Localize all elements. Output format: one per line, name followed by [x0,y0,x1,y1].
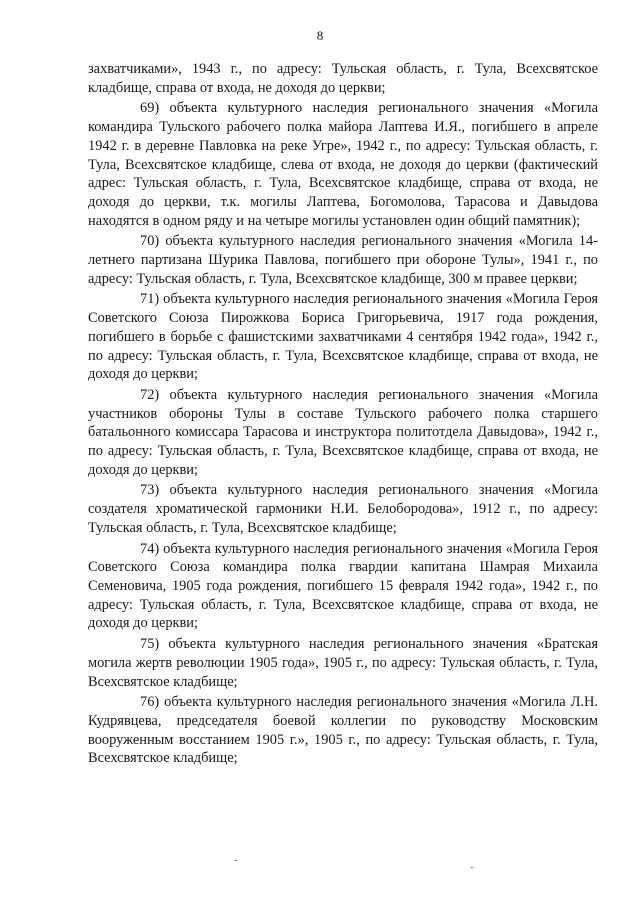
paragraph-item-69: 69) объекта культурного наследия регионального значения «Могила командира Тульского рабочего полка майора Лаптева И.Я., погибшего в апреле 1942 г. в деревне Павловка на реке Угре», 1942 г., по адресу: Тульская область, г. Тула, Всехсвятское кладбище, слева от входа, не доходя до церкви (фактический адрес: Тульская область, г. Тула, Всехсвятское кладбище, справа от входа, не доходя до церкви, т.к. могилы Лаптева, Богомолова, Тарасова и Давыдова находятся в одном ряду и на четыре могилы установлен один общий памятник); [88,100,598,229]
paragraph-item-70: 70) объекта культурного наследия регионального значения «Могила 14-летнего партизана Шурика Павлова, погибшего при обороне Тулы», 1941 г., по адресу: Тульская область, г. Тула, Всехсвятское кладбище, 300 м правее церкви; [88,233,598,287]
paragraph-item-72: 72) объекта культурного наследия регионального значения «Могила участников обороны Тулы в составе Тульского рабочего полка старшего батальонного комиссара Тарасова и инструктора политотдела Давыдова», 1942 г., по адресу: Тульская область, г. Тула, Всехсвятское кладбище, справа от входа, не доходя до церкви; [88,386,598,478]
paragraph-item-74: 74) объекта культурного наследия регионального значения «Могила Героя Советского Союза командира полка гвардии капитана Шамрая Михаила Семеновича, 1905 года рождения, погибшего 15 февраля 1942 года», 1942 г., по адресу: Тульская область, г. Тула, Всехсвятское кладбище, справа от входа, не доходя до церкви; [88,540,598,632]
paragraph-item-73: 73) объекта культурного наследия регионального значения «Могила создателя хроматической гармоники Н.И. Белобородова», 1912 г., по адресу: Тульская область, г. Тула, Всехсвятское кладбище; [88,482,598,536]
paragraph-item-75: 75) объекта культурного наследия регионального значения «Братская могила жертв революции 1905 года», 1905 г., по адресу: Тульская область, г. Тула, Всехсвятское кладбище; [88,636,598,690]
body-text [88,60,598,768]
paragraph-continuation: захватчиками», 1943 г., по адресу: Тульская область, г. Тула, Всехсвятское кладбище, справа от входа, не доходя до церкви; [88,61,598,96]
page-number: 8 [316,28,324,43]
paragraph-item-71: 71) объекта культурного наследия регионального значения «Могила Героя Советского Союза Пирожкова Бориса Григорьевича, 1917 года рождения, погибшего в борьбе с фашистскими захватчиками 4 сентября 1942 года», 1942 г., по адресу: Тульская область, г. Тула, Всехсвятское кладбище, справа от входа, не доходя до церкви; [88,291,598,383]
scan-mark: - [234,855,238,866]
scan-mark: - [470,862,474,873]
paragraph-item-76: 76) объекта культурного наследия регионального значения «Могила Л.Н. Кудрявцева, председателя боевой коллегии по руководству Московским вооруженным восстанием 1905 г.», 1905 г., по адресу: Тульская область, г. Тула, Всехсвятское кладбище; [88,694,598,767]
